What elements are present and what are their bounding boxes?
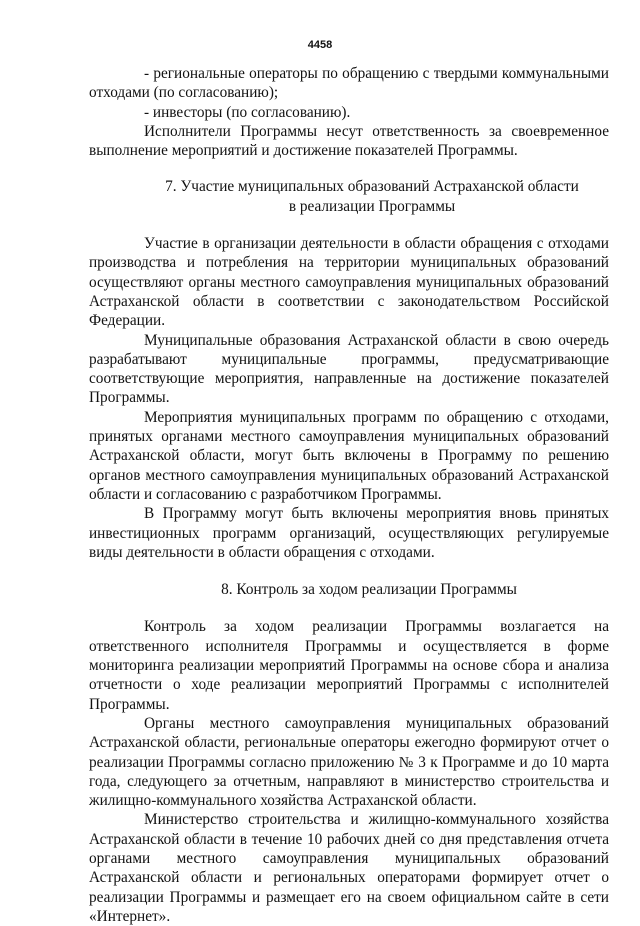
- section-7-paragraph: Муниципальные образования Астраханской области в свою очередь разрабатывают муниципальные программы, предусматривающие соответствующие мероприятия, направленные на достижение показателей Программы.: [89, 331, 609, 407]
- page-number: 4458: [307, 39, 333, 51]
- intro-item-2: - инвесторы (по согласованию).: [144, 103, 351, 121]
- section-8-paragraph: Министерство строительства и жилищно-коммунального хозяйства Астраханской области в течение 10 рабочих дней со дня представления отчета органами местного самоуправления муниципальных образований Астраханской области и региональных операторами формирует отчет о реализации Программы и размещает его на своем официальном сайте в сети «Интернет».: [89, 811, 609, 925]
- section-8-heading: 8. Контроль за ходом реализации Программы: [221, 581, 517, 599]
- section-7-paragraph: Мероприятия муниципальных программ по обращению с отходами, принятых органами местного самоуправления муниципальных образований Астраханской области, могут быть включены в Программу по решению органов местного самоуправления муниципальных образований Астраханской области и согласованию с разработчиком Программы.: [89, 408, 609, 503]
- section-7-title-line-2: в реализации Программы: [288, 197, 456, 215]
- section-7-paragraph: Участие в организации деятельности в области обращения с отходами производства и потребления на территории муниципальных образований осуществляют органы местного самоуправления муниципальных образований Астраханской области в соответствии с законодательством Российской Федерации.: [89, 235, 609, 330]
- section-8-paragraph: Контроль за ходом реализации Программы возлагается на ответственного исполнителя Программы и осуществляется в форме мониторинга реализации мероприятий Программы на основе сбора и анализа отчетности о ходе реализации мероприятий Программы с исполнителей Программы.: [89, 618, 609, 713]
- section-7-paragraph: В Программу могут быть включены мероприятия вновь принятых инвестиционных программ организаций, осуществляющих регулируемые виды деятельности в области обращения с отходами.: [89, 505, 609, 561]
- section-8-paragraph: Органы местного самоуправления муниципальных образований Астраханской области, региональные операторы ежегодно формируют отчет о реализации Программы согласно приложению № 3 к Программе и до 10 марта года, следующего за отчетным, направляют в министерство строительства и жилищно-коммунального хозяйства Астраханской области.: [89, 714, 609, 810]
- document-body: [89, 64, 609, 926]
- intro-paragraph: Исполнители Программы несут ответственность за своевременное выполнение мероприятий и достижение показателей Программы.: [89, 122, 609, 160]
- section-7-title-line-1: 7. Участие муниципальных образований Астраханской области: [165, 178, 579, 196]
- section-7-heading: [89, 177, 609, 216]
- intro-item-1: - региональные операторы по обращению с твердыми коммунальными отходами (по согласованию);: [89, 65, 609, 102]
